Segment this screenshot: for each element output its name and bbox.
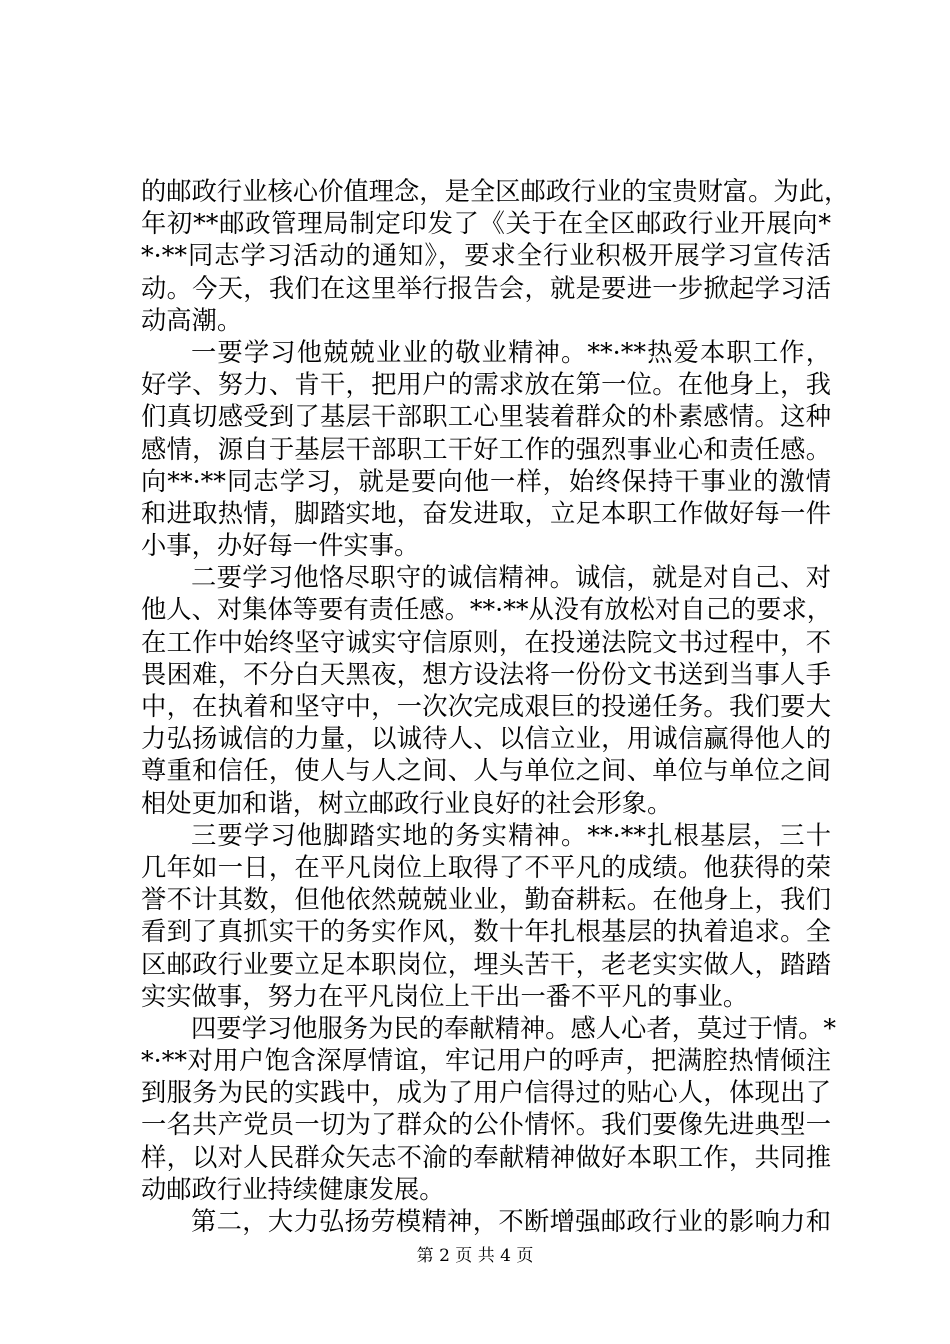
text-line: 相处更加和谐，树立邮政行业良好的社会形象。	[141, 788, 673, 818]
text-line: 畏困难，不分白天黑夜，想方设法将一份份文书送到当事人手	[141, 659, 831, 689]
text-line: 动。今天，我们在这里举行报告会，就是要进一步掀起学习活	[141, 273, 831, 303]
text-line: *·**同志学习活动的通知》，要求全行业积极开展学习宣传活	[141, 241, 831, 271]
text-line: 感情，源自于基层干部职工干好工作的强烈事业心和责任感。	[141, 434, 831, 464]
text-line: 第二，大力弘扬劳模精神，不断增强邮政行业的影响力和	[191, 1207, 831, 1236]
text-line: 一名共产党员一切为了群众的公仆情怀。我们要像先进典型一	[141, 1110, 831, 1140]
text-line: 动邮政行业持续健康发展。	[141, 1174, 445, 1204]
text-line: 三要学习他脚踏实地的务实精神。**·**扎根基层，三十	[191, 820, 831, 850]
text-line: 几年如一日，在平凡岗位上取得了不平凡的成绩。他获得的荣	[141, 852, 831, 882]
text-line: 实实做事，努力在平凡岗位上干出一番不平凡的事业。	[141, 981, 749, 1011]
text-line: 一要学习他兢兢业业的敬业精神。**·**热爱本职工作，	[191, 337, 831, 367]
text-line: 中，在执着和坚守中，一次次完成艰巨的投递任务。我们要大	[141, 692, 831, 721]
text-line: 样，以对人民群众矢志不渝的奉献精神做好本职工作，共同推	[141, 1142, 831, 1172]
text-line: 好学、努力、肯干，把用户的需求放在第一位。在他身上，我	[141, 370, 831, 400]
text-line: 誉不计其数，但他依然兢兢业业，勤奋耕耘。在他身上，我们	[141, 885, 831, 915]
text-line: *·**对用户饱含深厚情谊，牢记用户的呼声，把满腔热情倾注	[141, 1046, 831, 1076]
text-line: 在工作中始终坚守诚实守信原则，在投递法院文书过程中，不	[141, 627, 831, 657]
text-line: 动高潮。	[141, 305, 243, 335]
text-line: 们真切感受到了基层干部职工心里装着群众的朴素感情。这种	[141, 402, 831, 432]
text-line: 尊重和信任，使人与人之间、人与单位之间、单位与单位之间	[141, 756, 831, 786]
text-line: 看到了真抓实干的务实作风，数十年扎根基层的执着追求。全	[141, 917, 831, 947]
text-line: 到服务为民的实践中，成为了用户信得过的贴心人，体现出了	[141, 1078, 831, 1108]
text-line: 二要学习他恪尽职守的诚信精神。诚信，就是对自己、对	[191, 563, 831, 593]
text-line: 四要学习他服务为民的奉献精神。感人心者，莫过于情。*	[191, 1013, 837, 1043]
text-line: 年初**邮政管理局制定印发了《关于在全区邮政行业开展向*	[141, 209, 831, 239]
text-line: 的邮政行业核心价值理念，是全区邮政行业的宝贵财富。为此，	[141, 177, 850, 206]
text-line: 力弘扬诚信的力量，以诚待人、以信立业，用诚信赢得他人的	[141, 724, 831, 754]
text-line: 区邮政行业要立足本职岗位，埋头苦干，老老实实做人，踏踏	[141, 949, 831, 979]
page-footer: 第 2 页 共 4 页	[416, 1246, 534, 1266]
text-line: 小事，办好每一件实事。	[141, 531, 420, 561]
text-line: 向**·**同志学习，就是要向他一样，始终保持干事业的激情	[141, 466, 831, 496]
document-body	[141, 176, 850, 1238]
text-line: 和进取热情，脚踏实地，奋发进取，立足本职工作做好每一件	[141, 498, 831, 528]
text-line: 他人、对集体等要有责任感。**·**从没有放松对自己的要求，	[141, 595, 833, 625]
